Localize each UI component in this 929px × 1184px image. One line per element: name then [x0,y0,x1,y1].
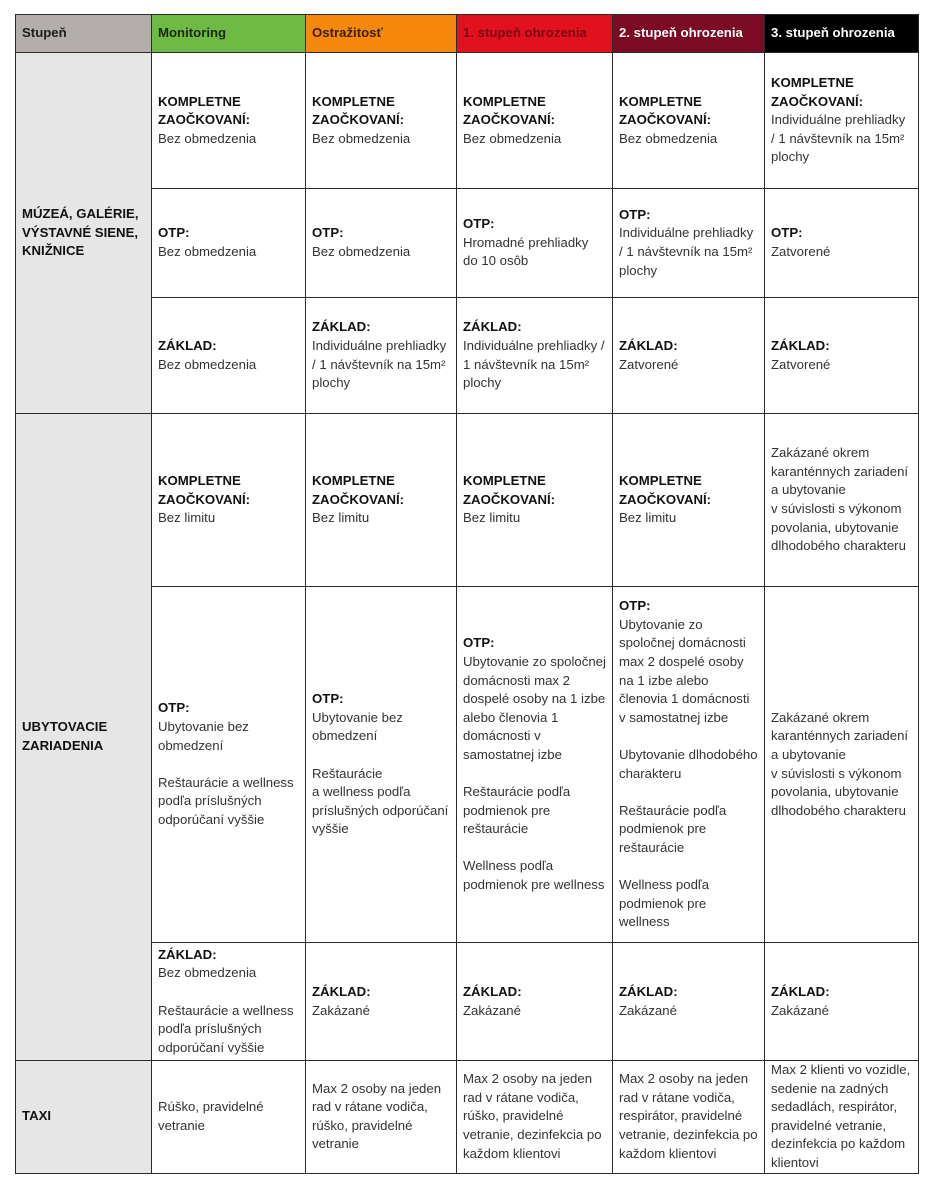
cell-label: ZÁKLAD: [771,983,830,999]
header-ostrazitost: Ostražitosť [306,15,457,53]
table-cell [765,189,919,298]
cell-label: ZÁKLAD: [158,946,217,962]
cell-label: ZÁKLAD: [312,319,371,335]
cell-text: Zakázané [463,1002,521,1018]
table-cell [613,1061,765,1174]
table-cell [152,587,306,943]
cell-text: Zakázané okrem karanténnych zariadení a ubytovanie v súvislosti s výkonom povolania, ubytovanie dlhodobého charakteru [771,445,909,554]
table-cell [306,298,457,414]
cell-label: ZÁKLAD: [619,983,678,999]
cell-text: Ubytovanie bez obmedzení Reštaurácie a wellness podľa príslušných odporúčaní vyššie [158,719,294,827]
cell-label: OTP: [463,635,495,651]
table-cell [457,943,613,1061]
cell-text: Max 2 osoby na jeden rad v rátane vodiča, rúško, pravidelné vetranie, dezinfekcia po každom klientovi [463,1071,602,1161]
table-cell [306,587,457,943]
cell-label: OTP: [619,598,651,614]
cell-text: Bez obmedzenia [158,244,257,259]
cell-text: Zatvorené [619,356,679,372]
cell-label: KOMPLETNE ZAOČKOVANÍ: [771,75,864,109]
cell-label: KOMPLETNE ZAOČKOVANÍ: [158,93,251,128]
table-cell [152,189,306,298]
cell-text: Zakázané okrem karanténnych zariadení a ubytovanie v súvislosti s výkonom povolania, ubytovanie dlhodobého charakteru [771,709,909,818]
table-row [16,53,919,189]
cell-text: Bez obmedzenia [463,130,562,146]
category-ubytovacie: UBYTOVACIE ZARIADENIA [16,414,152,1061]
cell-label: KOMPLETNE ZAOČKOVANÍ: [619,473,712,507]
table-cell [152,53,306,189]
cell-label: OTP: [158,700,190,716]
table-cell [306,1061,457,1174]
table-cell [152,1061,306,1174]
table-cell [152,943,306,1061]
cell-text: Rúško, pravidelné vetranie [158,1099,264,1133]
cell-text: Zakázané [312,1002,370,1018]
table-cell [613,943,765,1061]
cell-label: KOMPLETNE ZAOČKOVANÍ: [463,473,556,507]
cell-text: Bez limitu [619,510,677,526]
cell-label: ZÁKLAD: [158,337,217,353]
cell-label: ZÁKLAD: [619,337,678,353]
cell-text: Ubytovanie zo spoločnej domácnosti max 2 dospelé osoby na 1 izbe alebo členovia 1 domácnosti v samostatnej izbe Reštaurácie podľa podmienok pre reštaurácie Wellness podľa podmienok pre wellness [463,653,606,893]
table-cell [613,414,765,587]
cell-text: Individuálne prehliadky / 1 návštevník na 15m² plochy [312,337,447,391]
header-stupen: Stupeň [16,15,152,53]
cell-text: Bez limitu [463,510,521,526]
table-cell [306,414,457,587]
table-row [16,587,919,943]
cell-label: KOMPLETNE ZAOČKOVANÍ: [312,473,405,507]
table-cell [306,189,457,298]
cell-text: Ubytovanie bez obmedzení Reštaurácie a wellness podľa príslušných odporúčaní vyššie [312,709,449,837]
table-cell [765,414,919,587]
table-cell [613,53,765,189]
header-level-1: 1. stupeň ohrozenia [457,15,613,53]
cell-label: KOMPLETNE ZAOČKOVANÍ: [158,473,251,507]
cell-text: Zakázané [619,1002,677,1018]
cell-text: Ubytovanie zo spoločnej domácnosti max 2 dospelé osoby na 1 izbe alebo členovia 1 domácnosti v samostatnej izbe Ubytovanie dlhodobého charakteru Reštaurácie podľa podmienok pre reštaurácie Wellness podľa podmienok pre wellness [619,616,758,930]
cell-label: KOMPLETNE ZAOČKOVANÍ: [619,93,712,128]
cell-label: KOMPLETNE ZAOČKOVANÍ: [312,93,405,128]
cell-text: Bez limitu [158,510,216,526]
cell-label: ZÁKLAD: [463,319,522,335]
header-row [16,15,919,53]
table-cell [457,53,613,189]
table-cell [613,587,765,943]
cell-label: OTP: [312,691,344,707]
category-muzea: MÚZEÁ, GALÉRIE, VÝSTAVNÉ SIENE, KNIŽNICE [16,53,152,414]
cell-text: Max 2 osoby na jeden rad v rátane vodiča, respirátor, pravidelné vetranie, dezinfekcia po každom klientovi [619,1071,758,1161]
cell-label: ZÁKLAD: [463,983,522,999]
table-cell [765,1061,919,1174]
table-cell [765,587,919,943]
table-cell [306,943,457,1061]
cell-text: Bez obmedzenia [158,130,257,146]
table-cell [613,189,765,298]
table-cell [457,189,613,298]
cell-text: Zakázané [771,1002,829,1018]
table-row [16,189,919,298]
cell-text: Bez obmedzenia Reštaurácie a wellness podľa príslušných odporúčaní vyššie [158,965,294,1055]
cell-text: Individuálne prehliadky / 1 návštevník na 15m² plochy [771,112,906,165]
cell-text: Bez obmedzenia [312,244,411,259]
table-row [16,414,919,587]
table-row [16,298,919,414]
header-level-2: 2. stupeň ohrozenia [613,15,765,53]
table-cell [306,53,457,189]
cell-text: Bez obmedzenia [158,356,257,372]
table-cell [613,298,765,414]
table-cell [765,943,919,1061]
table-cell [765,53,919,189]
header-monitoring: Monitoring [152,15,306,53]
table-cell [152,298,306,414]
table-cell [457,414,613,587]
cell-text: Bez obmedzenia [619,130,718,146]
cell-text: Bez limitu [312,510,370,526]
cell-text: Max 2 osoby na jeden rad v rátane vodiča, rúško, pravidelné vetranie [312,1080,442,1152]
restrictions-table [15,14,919,1174]
cell-label: ZÁKLAD: [312,983,371,999]
cell-label: KOMPLETNE ZAOČKOVANÍ: [463,93,556,128]
table-cell [765,298,919,414]
table-cell [457,298,613,414]
table-cell [152,414,306,587]
header-level-3: 3. stupeň ohrozenia [765,15,919,53]
cell-text: Bez obmedzenia [312,130,411,146]
cell-text: Max 2 klienti vo vozidle, sedenie na zadných sedadlách, respirátor, pravidelné vetranie, dezinfekcia po každom klientovi [771,1062,911,1170]
cell-label: OTP: [158,225,190,241]
cell-text: Individuálne prehliadky / 1 návštevník na 15m² plochy [463,337,605,391]
cell-label: OTP: [312,225,344,241]
table-cell [457,1061,613,1174]
table-row [16,1061,919,1174]
cell-text: Individuálne prehliadky / 1 návštevník na 15m² plochy [619,225,754,278]
cell-label: OTP: [771,225,803,241]
table-cell [457,587,613,943]
cell-label: OTP: [463,216,495,232]
cell-label: OTP: [619,206,651,222]
category-taxi: TAXI [16,1061,152,1174]
cell-text: Zatvorené [771,356,831,372]
cell-label: ZÁKLAD: [771,337,830,353]
table-row [16,943,919,1061]
cell-text: Hromadné prehliadky do 10 osôb [463,234,589,269]
cell-text: Zatvorené [771,244,831,259]
